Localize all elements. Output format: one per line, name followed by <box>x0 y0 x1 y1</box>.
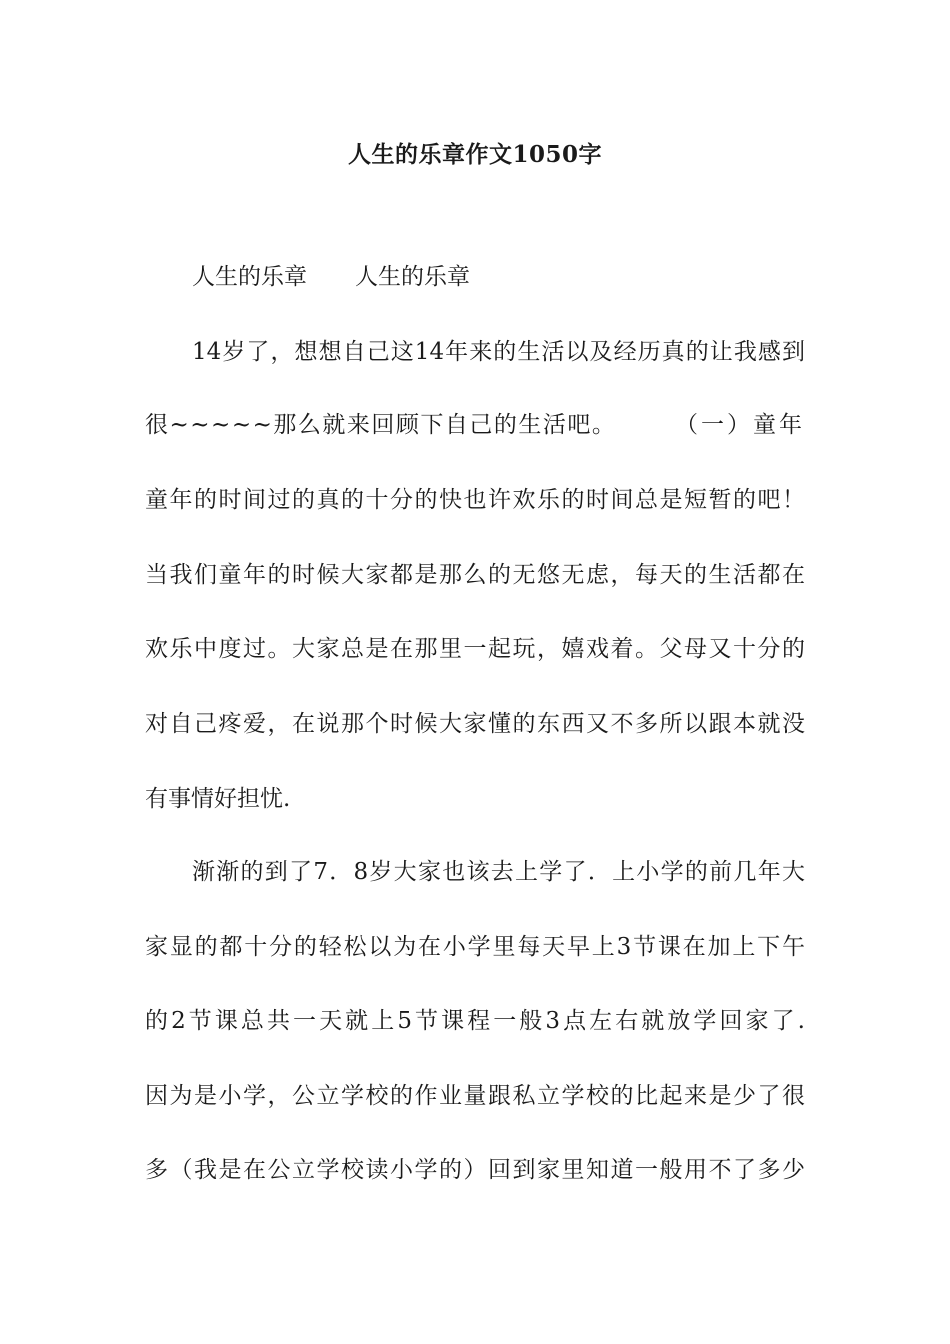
paragraph-line: 多（我是在公立学校读小学的）回到家里知道一般用不了多少 <box>145 1157 805 1183</box>
paragraph-line: 有事情好担忧. <box>145 786 291 812</box>
paragraph-line <box>145 410 805 440</box>
heading-line <box>192 262 805 292</box>
paragraph-line: 童年的时间过的真的十分的快也许欢乐的时间总是短暂的吧！ <box>145 487 805 513</box>
paragraph-line: 渐渐的到了7．8岁大家也该去上学了．上小学的前几年大 <box>192 859 805 885</box>
section-heading: （一）童年 <box>675 412 805 438</box>
paragraph-line-text: 很~~~~~那么就来回顾下自己的生活吧。 <box>145 412 617 438</box>
paragraph-line: 当我们童年的时候大家都是那么的无悠无虑，每天的生活都在 <box>145 562 805 588</box>
paragraph-line: 因为是小学，公立学校的作业量跟私立学校的比起来是少了很 <box>145 1083 805 1109</box>
heading-a: 人生的乐章 <box>192 264 307 290</box>
paragraph-line: 的2节课总共一天就上5节课程一般3点左右就放学回家了. <box>145 1008 805 1034</box>
paragraph-line: 欢乐中度过。大家总是在那里一起玩，嬉戏着。父母又十分的 <box>145 636 805 662</box>
heading-b: 人生的乐章 <box>355 264 470 290</box>
page-title: 人生的乐章作文1050字 <box>347 141 602 168</box>
paragraph-line: 14岁了，想想自己这14年来的生活以及经历真的让我感到 <box>192 339 805 365</box>
paragraph-line: 对自己疼爱，在说那个时候大家懂的东西又不多所以跟本就没 <box>145 711 805 737</box>
paragraph-line: 家显的都十分的轻松以为在小学里每天早上3节课在加上下午 <box>145 934 805 960</box>
